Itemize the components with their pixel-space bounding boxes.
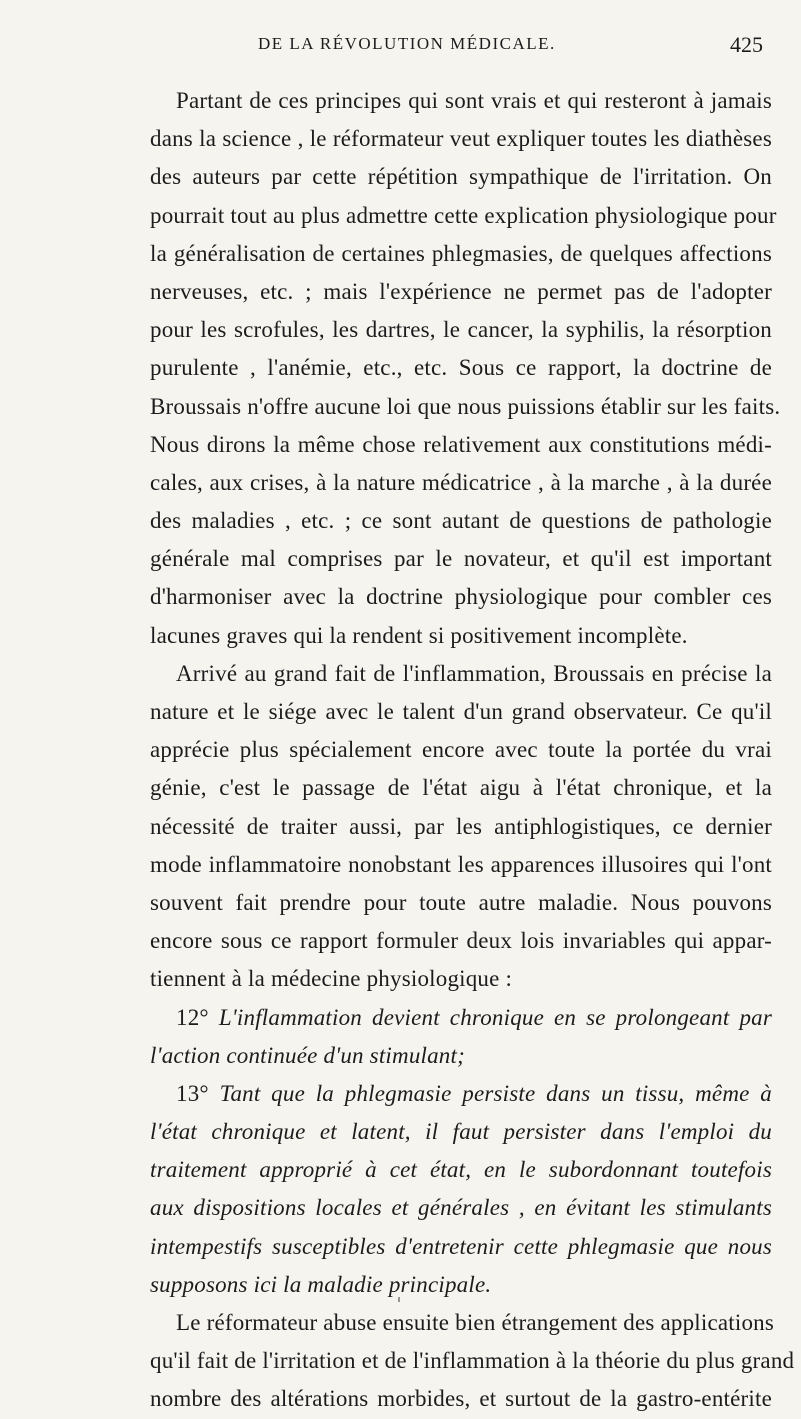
text-line: des auteurs par cette répétition sympathique de l'irritation. On — [150, 164, 772, 190]
text-line: Le réformateur abuse ensuite bien étrangement des applications — [176, 1310, 775, 1335]
text-line — [150, 999, 772, 1037]
ink-speck — [398, 1297, 400, 1302]
text-line: apprécie plus spécialement encore avec toute la portée du vrai — [150, 737, 772, 763]
paragraph-5 — [150, 1304, 795, 1419]
text-line: nombre des altérations morbides, et surtout de la gastro-entérite — [150, 1386, 772, 1412]
text-line: mode inflammatoire nonobstant les apparences illusoires qui l'ont — [150, 851, 772, 877]
text-line: purulente , l'anémie, etc., etc. Sous ce rapport, la doctrine de — [150, 355, 772, 381]
text-line: nature et le siége avec le talent d'un grand observateur. Ce qu'il — [150, 699, 772, 724]
text-line: pourrait tout au plus admettre cette explication physiologique pour — [150, 202, 777, 228]
text-line: encore sous ce rapport formuler deux lois invariables qui appar- — [150, 928, 772, 954]
text-line: Arrivé au grand fait de l'inflammation, Broussais en précise la — [176, 660, 772, 686]
text-line: tiennent à la médecine physiologique : — [150, 966, 513, 992]
paragraph-2 — [150, 655, 772, 999]
text-line: cales, aux crises, à la nature médicatrice , à la marche , à la durée — [150, 469, 772, 495]
text-line: traitement approprié à cet état, en le subordonnant toutefois — [150, 1157, 772, 1183]
law-number: 13° — [176, 1080, 209, 1106]
text-line: nerveuses, etc. ; mais l'expérience ne permet pas de l'adopter — [150, 278, 772, 304]
text-line: supposons ici la maladie principale. — [150, 1271, 492, 1297]
text-line: souvent fait prendre pour toute autre maladie. Nous pouvons — [150, 889, 772, 915]
running-title: DE LA RÉVOLUTION MÉDICALE. — [258, 34, 556, 53]
page-number: 425 — [730, 32, 763, 57]
text-line: intempestifs susceptibles d'entretenir cette phlegmasie que nous — [150, 1233, 772, 1259]
running-head — [0, 34, 801, 58]
text-line: la généralisation de certaines phlegmasies, de quelques affections — [150, 240, 772, 266]
text-line: Nous dirons la même chose relativement aux constitutions médi- — [150, 431, 772, 457]
text-line: nécessité de traiter aussi, par les antiphlogistiques, ce dernier — [150, 813, 772, 839]
law-number: 12° — [176, 1004, 209, 1030]
text-line: Broussais n'offre aucune loi que nous puissions établir sur les faits. — [150, 393, 781, 419]
text-line — [150, 1075, 772, 1113]
law-text: Tant que la phlegmasie persiste dans un tissu, même à — [219, 1080, 772, 1106]
text-line: lacunes graves qui la rendent si positivement incomplète. — [150, 622, 688, 648]
text-line: d'harmoniser avec la doctrine physiologique pour combler ces — [150, 584, 772, 610]
text-line: générale mal comprises par le novateur, et qu'il est important — [150, 546, 772, 572]
body-text — [150, 82, 795, 1419]
law-text: L'inflammation devient chronique en se prolongeant par — [218, 1004, 772, 1030]
text-line: l'état chronique et latent, il faut persister dans l'emploi du — [150, 1119, 772, 1145]
paragraph-1 — [150, 82, 781, 655]
text-line: qu'il fait de l'irritation et de l'inflammation à la théorie du plus grand — [150, 1348, 795, 1374]
text-line: des maladies , etc. ; ce sont autant de questions de pathologie — [150, 508, 772, 534]
text-line: génie, c'est le passage de l'état aigu à l'état chronique, et la — [150, 775, 772, 801]
text-line: pour les scrofules, les dartres, le cancer, la syphilis, la résorption — [150, 317, 772, 343]
text-line: aux dispositions locales et générales , en évitant les stimulants — [150, 1195, 772, 1221]
law-13 — [150, 1075, 772, 1304]
law-12 — [150, 999, 772, 1075]
text-line: Partant de ces principes qui sont vrais et qui resteront à jamais — [176, 88, 772, 113]
text-line: l'action continuée d'un stimulant; — [150, 1042, 465, 1068]
text-line: dans la science , le réformateur veut expliquer toutes les diathèses — [150, 126, 772, 152]
